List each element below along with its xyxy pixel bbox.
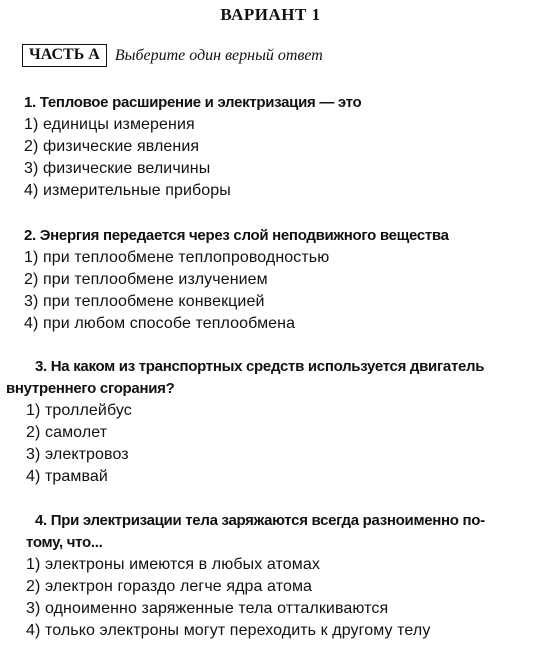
variant-title: ВАРИАНТ 1 bbox=[220, 5, 321, 24]
answer-option: 3) электровоз bbox=[26, 446, 129, 463]
answer-option: 1) троллейбус bbox=[26, 402, 132, 419]
answer-option: 4) при любом способе теплообмена bbox=[24, 315, 296, 332]
question-1 bbox=[0, 92, 541, 202]
answer-option: 1) единицы измерения bbox=[24, 116, 195, 133]
question-title-line-2: тому, что... bbox=[26, 534, 103, 551]
answer-option: 1) при теплообмене теплопроводностью bbox=[24, 249, 330, 266]
question-2 bbox=[0, 225, 541, 335]
question-title-line-2: внутреннего сгорания? bbox=[6, 380, 175, 397]
answer-option: 2) при теплообмене излучением bbox=[24, 271, 268, 288]
answer-option: 4) трамвай bbox=[26, 468, 108, 485]
question-title: 2. Энергия передается через слой неподвижного вещества bbox=[24, 227, 449, 244]
answer-option: 2) самолет bbox=[26, 424, 108, 441]
question-3 bbox=[0, 356, 541, 488]
answer-option: 2) физические явления bbox=[24, 138, 200, 155]
answer-option: 2) электрон гораздо легче ядра атома bbox=[26, 578, 313, 595]
question-title bbox=[0, 510, 541, 554]
part-instruction: Выберите один верный ответ bbox=[114, 46, 323, 64]
question-4 bbox=[0, 510, 541, 642]
question-title-line-1: 3. На каком из транспортных средств используется двигатель bbox=[35, 358, 485, 375]
question-title bbox=[0, 356, 541, 400]
answer-option: 4) измерительные приборы bbox=[24, 182, 231, 199]
part-label: ЧАСТЬ А bbox=[22, 44, 107, 67]
part-header bbox=[22, 44, 323, 67]
answer-option: 1) электроны имеются в любых атомах bbox=[26, 556, 320, 573]
answer-option: 3) при теплообмене конвекцией bbox=[24, 293, 265, 310]
question-title: 1. Тепловое расширение и электризация — это bbox=[24, 94, 362, 111]
question-title-line-1: 4. При электризации тела заряжаются всегда разноименно по- bbox=[35, 512, 485, 529]
answer-option: 4) только электроны могут переходить к другому телу bbox=[26, 622, 431, 639]
answer-option: 3) физические величины bbox=[24, 160, 211, 177]
answer-option: 3) одноименно заряженные тела отталкиваются bbox=[26, 600, 389, 617]
